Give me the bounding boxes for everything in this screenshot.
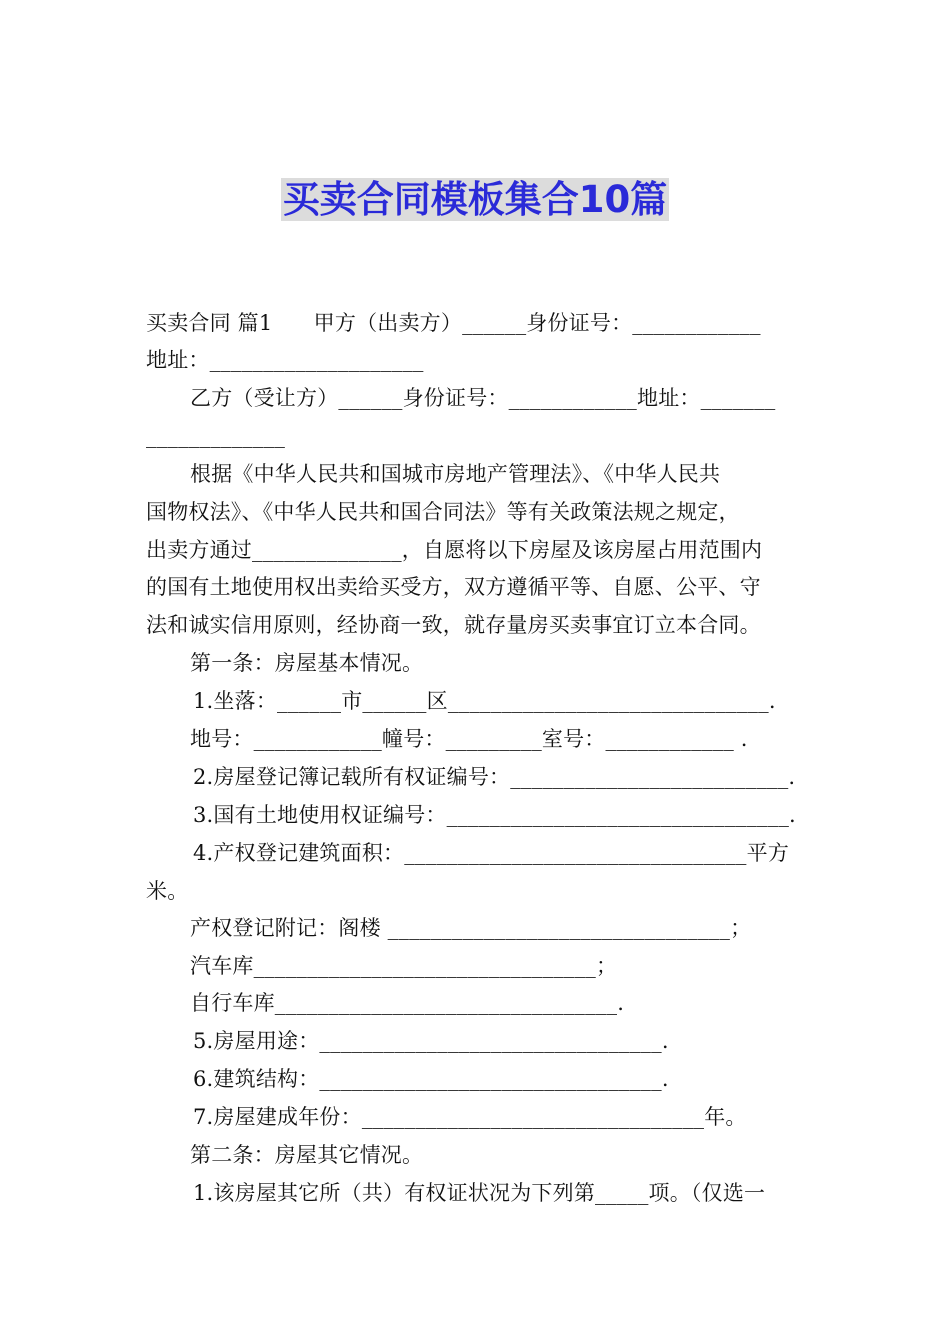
body-line: 出卖方通过______________，自愿将以下房屋及该房屋占用范围内 (146, 538, 763, 562)
body-line: _____________ (146, 424, 286, 448)
body-line: 第一条：房屋基本情况。 (190, 651, 424, 675)
body-line: 国物权法》、《中华人民共和国合同法》等有关政策法规之规定， (146, 500, 740, 524)
body-line: 6.建筑结构：________________________________. (193, 1067, 669, 1091)
body-line: 地号：____________幢号：_________室号：____________ . (190, 727, 748, 751)
body-line: 产权登记附记：阁楼 ________________________________； (190, 916, 752, 940)
body-line: 4.产权登记建筑面积：________________________________平方 (193, 841, 790, 865)
body-line: 2.房屋登记簿记载所有权证编号：__________________________. (193, 765, 796, 789)
body-line: 米。 (146, 879, 189, 903)
body-line: 1.坐落：______市______区______________________________. (193, 689, 776, 713)
body-line: 3.国有土地使用权证编号：________________________________. (193, 803, 796, 827)
document-title (0, 176, 950, 224)
body-line: 5.房屋用途：________________________________. (193, 1029, 669, 1053)
body-line: 买卖合同 篇1 甲方（出卖方）______身份证号：____________ (146, 311, 761, 335)
body-line: 第二条：房屋其它情况。 (190, 1143, 424, 1167)
body-line: 7.房屋建成年份：________________________________年。 (193, 1105, 747, 1129)
body-line: 根据《中华人民共和国城市房地产管理法》、《中华人民共 (190, 462, 721, 486)
body-line: 自行车库________________________________. (190, 991, 625, 1015)
body-line: 法和诚实信用原则，经协商一致，就存量房买卖事宜订立本合同。 (146, 613, 761, 637)
body-line: 的国有土地使用权出卖给买受方，双方遵循平等、自愿、公平、守 (146, 575, 761, 599)
body-line: 乙方（受让方）______身份证号：____________地址：_______ (190, 386, 776, 410)
body-line: 汽车库________________________________； (190, 954, 618, 978)
body-line: 地址：____________________ (146, 348, 424, 372)
body-line: 1.该房屋其它所（共）有权证状况为下列第_____项。（仅选一 (193, 1181, 766, 1205)
title-text: 买卖合同模板集合10篇 (282, 178, 668, 221)
